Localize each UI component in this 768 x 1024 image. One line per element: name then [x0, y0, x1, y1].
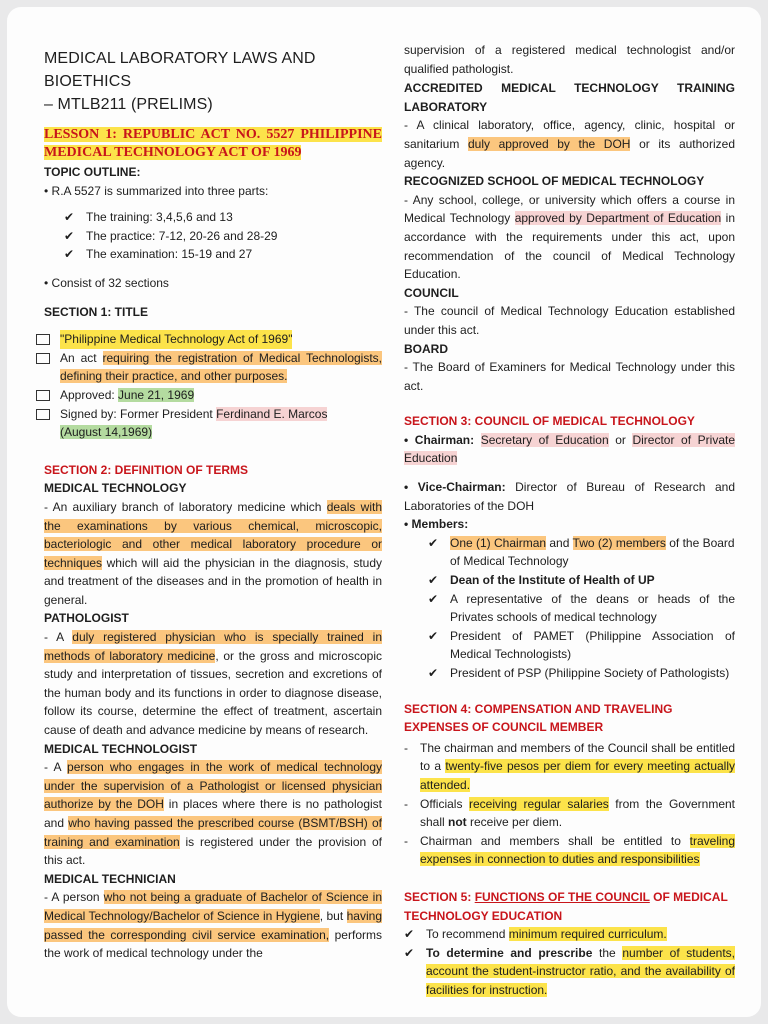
continued-text: supervision of a registered medical technologist and/or qualified pathologist.	[404, 43, 735, 76]
term-heading: ACCREDITED MEDICAL TECHNOLOGY TRAINING LABORATORY	[404, 81, 735, 114]
check-icon: ✔	[64, 247, 75, 262]
list-item: ✔ A representative of the deans or heads of the Privates schools of medical technology	[428, 591, 735, 625]
check-icon: ✔	[428, 666, 439, 680]
document-title: MEDICAL LABORATORY LAWS AND BIOETHICS – MTLB211 (PRELIMS)	[44, 50, 316, 113]
list-item: An act requiring the registration of Medical Technologists, defining their practice, and other purposes.	[36, 349, 382, 386]
list-item: ✔ One (1) Chairman and Two (2) members of the Board of Medical Technology	[428, 535, 735, 569]
parts-list	[64, 208, 382, 264]
section-2-heading: SECTION 2: DEFINITION OF TERMS	[44, 462, 249, 477]
list-item: Signed by: Former President Ferdinand E. Marcos (August 14,1969)	[36, 405, 382, 442]
left-column	[44, 47, 382, 963]
section-3-heading: SECTION 3: COUNCIL OF MEDICAL TECHNOLOGY	[404, 414, 695, 429]
checkbox-icon	[36, 334, 50, 345]
term-heading: BOARD	[404, 341, 448, 356]
check-icon: ✔	[428, 591, 439, 606]
list-item: "Philippine Medical Technology Act of 1969"	[36, 330, 382, 349]
term-definition: - An auxiliary branch of laboratory medicine which deals with the examinations by various chemical, microscopic, bacteriologic and other medical laboratory procedure or techniques which will aid the physician in the diagnosis, study and treatment of the diseases and in the promotion of health in general.	[44, 499, 382, 607]
right-column	[404, 41, 735, 1000]
term-definition: - The council of Medical Technology Education established under this act.	[404, 304, 735, 337]
members-label: • Members:	[404, 517, 469, 532]
list-item: ✔ The examination: 15-19 and 27	[64, 245, 382, 264]
term-heading: MEDICAL TECHNOLOGY	[44, 481, 187, 496]
document-page	[7, 7, 761, 1017]
term-definition: - A duly registered physician who is specially trained in methods of laboratory medicine, or the gross and microscopic study and interpretation of tissues, secretion and excretions of the human body and its functions in order to diagnose disease, follow its course, determine the effect of treatment, ascertain cause of death and advance medicine by means of research.	[44, 630, 382, 738]
term-heading: COUNCIL	[404, 285, 459, 300]
list-item: ✔ Dean of the Institute of Health of UP	[428, 571, 735, 590]
term-heading: MEDICAL TECHNICIAN	[44, 871, 176, 886]
section-5-heading: SECTION 5: FUNCTIONS OF THE COUNCIL OF MEDICAL TECHNOLOGY EDUCATION	[404, 889, 728, 923]
check-icon: ✔	[64, 228, 75, 243]
list-item: ✔ President of PSP (Philippine Society of Pathologists)	[428, 664, 735, 683]
term-heading: PATHOLOGIST	[44, 611, 129, 626]
list-item: ✔ The training: 3,4,5,6 and 13	[64, 208, 382, 227]
section-1-heading: SECTION 1: TITLE	[44, 304, 149, 319]
checkbox-icon	[36, 390, 50, 401]
term-definition: - Any school, college, or university which offers a course in Medical Technology approved by Department of Education in accordance with the requirements under this act, upon recommendation of the council of Medical Technology Education.	[404, 192, 735, 282]
topic-outline-heading: TOPIC OUTLINE:	[44, 165, 141, 179]
list-item: Approved: June 21, 1969	[36, 386, 382, 405]
section-4-heading: SECTION 4: COMPENSATION AND TRAVELING EXPENSES OF COUNCIL MEMBER	[404, 701, 673, 735]
list-item: ✔ To determine and prescribe the number of students, account the student-instructor ratio, and the availability of facilities for instruction.	[404, 945, 735, 997]
check-icon: ✔	[64, 210, 75, 225]
list-item: ✔ President of PAMET (Philippine Association of Medical Technologists)	[428, 628, 735, 662]
section-1-list	[36, 330, 382, 442]
term-definition: - The Board of Examiners for Medical Technology under this act.	[404, 360, 735, 393]
members-list	[428, 534, 735, 683]
list-item: - The chairman and members of the Council shall be entitled to a twenty-five pesos per diem for every meeting actually attended.	[404, 740, 735, 792]
lesson-heading: LESSON 1: REPUBLIC ACT NO. 5527 PHILIPPINE MEDICAL TECHNOLOGY ACT OF 1969	[44, 127, 382, 160]
list-item: - Chairman and members shall be entitled to traveling expenses in connection to duties and responsibilities	[404, 833, 735, 867]
term-definition: - A clinical laboratory, office, agency, clinic, hospital or sanitarium duly approved by the DOH or its authorized agency.	[404, 118, 735, 170]
check-icon: ✔	[404, 927, 415, 942]
vice-chairman-line: • Vice-Chairman: Director of Bureau of Research and Laboratories of the DOH	[404, 480, 735, 513]
section-5-list	[404, 925, 735, 999]
term-definition: - A person who not being a graduate of Bachelor of Science in Medical Technology/Bachelor of Science in Hygiene, but having passed the corresponding civil service examination, performs the work of medical technology under the	[44, 890, 382, 961]
term-definition: - A person who engages in the work of medical technology under the supervision of a Pathologist or licensed physician authorize by the DOH in places where there is no pathologist and who having passed the prescribed course (BSMT/BSH) of training and examination is registered under the provision of this act.	[44, 760, 382, 868]
check-icon: ✔	[428, 628, 439, 643]
term-heading: RECOGNIZED SCHOOL OF MEDICAL TECHNOLOGY	[404, 174, 705, 189]
check-icon: ✔	[428, 573, 439, 588]
sections-count-text: • Consist of 32 sections	[44, 275, 169, 290]
term-heading: MEDICAL TECHNOLOGIST	[44, 741, 198, 756]
list-item: - Officials receiving regular salaries from the Government shall not receive per diem.	[404, 796, 736, 830]
summary-text: • R.A 5527 is summarized into three parts:	[44, 183, 269, 198]
checkbox-icon	[36, 409, 50, 420]
checkbox-icon	[36, 353, 50, 364]
chairman-line: • Chairman: Secretary of Education or Director of Private Education	[404, 432, 735, 466]
list-item: ✔ To recommend minimum required curriculum.	[404, 925, 735, 944]
check-icon: ✔	[404, 945, 415, 960]
check-icon: ✔	[428, 535, 439, 550]
list-item: ✔ The practice: 7-12, 20-26 and 28-29	[64, 227, 382, 246]
section-4-list	[404, 739, 735, 869]
